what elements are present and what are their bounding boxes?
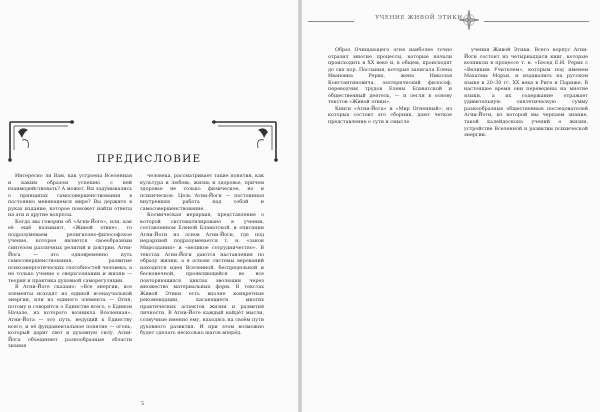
paragraph: Интересно ли Вам, как устроена Вселенная и каким образом успешно с ней взаимодействовать? А может, Вы задумывались о принципах самосовершенствования в постоянно меняющемся мире? Вы держите в руках издание, которое поможет найти ответы на эти и другие вопросы. bbox=[8, 173, 132, 219]
paragraph: Космическая иерархия, представление о которой систематизировано в учении, составленном Еленой Блаватской, и описании Агни-Йоги из основ Агни-Йоги, где под иерархией подразумевается т. н. «закон Мироздания» и «великое сотрудничество». В текстах Агни-Йоги даются наставления по образу жизни, а в основе системы верований находится идея Вселенной, беспредельной и бесконечной, проявляющейся во все повторяющихся циклах эволюции через множество материальных форм. В текстах Живой Этики есть вполне конкретные рекомендации, касающиеся многих практических аспектов жизни и развития личности. В Агни-Йоге каждый найдёт мысли, созвучные именно ему, находясь на своём пути духовного развития. И при этом возможно будет сделать несколько шагов вперёд. bbox=[140, 212, 264, 337]
header-rule bbox=[308, 21, 354, 22]
paragraph: Когда мы говорим об «Агни-Йоге», или, как её ещё называют, «Живой этике», то подразумеваем религиозно-философское учение, которое является своеобразным синтезом различных религий и доктрин. Агни-Йога — это одновременно путь самосовершенствования, развитие психоэнергетических способностей человека, а не только учение о сверхсознании и жизни — теория и практика духовной саморегуляции. bbox=[8, 218, 132, 284]
paragraph: В Агни-Йоге сказано: «Все энергии, все элементы исходят из единой всенаучальной энергии, или из единого элемента — Огня, потому и говорится о Единстве всего, о Едином Начале, из которого возникла Вселенная». Агни-Йога — это путь, ведущий к Единству всего, и её фундаментальное понятие — огонь, который дарит свет и духовную силу. Агни-Йога объединяет разнообразные области знания bbox=[8, 284, 132, 350]
left-page bbox=[0, 0, 298, 412]
paragraph: человека, рассматривает такие понятия, как культура и любовь, жизнь и здоровье, причем здоровье не только физическое, но и психическое. Цель Агни-Йоги — постоянная внутренняя работа над собой и самосовершенствование. bbox=[140, 173, 264, 212]
paragraph: учения Живой Этики. Всего корпус Агни-Йоги состоит из четырнадцати книг, которые возникли в процессе т. н. «Бесед Е.И. Рерих с «Великим Учителем», которым под именем Махатмы Морьи, и издавались на русском языке в 20–30 гг. XX века в Риге и Париже. В настоящее время они переведены на многие языки, а их содержание отражает удивительную синтетическую сумму разнообразные общественные последователей Агни-Йоги, из которой мы черпаем знание, такой калейдоскопа учений о жизни, устройстве Вселенной и развитии психической энергии. bbox=[464, 47, 588, 139]
paragraph: Книги «Агни-Йога» и «Мир Огненный», из которых состоит это сборник, дают четкое представление о сути и смысле bbox=[328, 105, 452, 126]
right-page bbox=[302, 0, 600, 412]
header-rule bbox=[484, 21, 589, 22]
running-header bbox=[302, 11, 600, 25]
compass-star-icon bbox=[458, 9, 480, 31]
right-column-2 bbox=[464, 47, 588, 139]
paragraph: Образ Очищающего огня наиболее точно отразил многие процессы, которые начали происходить в XX веке и, в общем, происходят до сих пор. Послания, которые записала Елена Ивановна Рерих, жена Николая Константиновича, эзотерический философ, переводчик трудов Елены Блаватской и общественный деятель, — и легли в основу текстов «Живой этики». bbox=[328, 47, 452, 106]
running-header-text: УЧЕНИЕ ЖИВОЙ ЭТИКИ bbox=[375, 15, 463, 21]
page-title: ПРЕДИСЛОВИЕ bbox=[96, 153, 202, 165]
right-column-1 bbox=[328, 47, 452, 126]
page-number: 5 bbox=[141, 401, 145, 407]
left-column-2 bbox=[140, 173, 264, 337]
left-column-1 bbox=[8, 173, 132, 350]
